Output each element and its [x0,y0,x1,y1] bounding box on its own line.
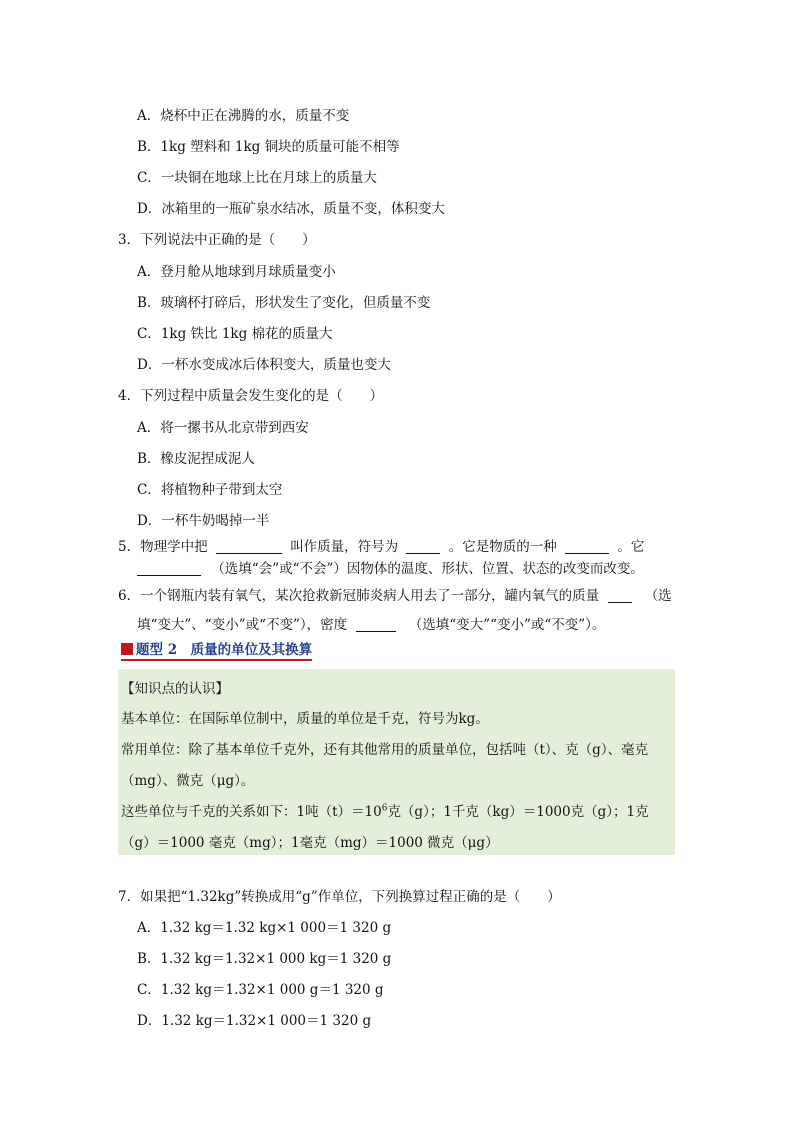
q3-option-d: D．一杯水变成冰后体积变大，质量也变大 [137,357,391,373]
knowledge-line-basic-unit: 基本单位：在国际单位制中，质量的单位是千克，符号为kg。 [121,711,489,727]
q2-option-c: C．一块铜在地球上比在月球上的质量大 [137,170,377,186]
q4-stem: 4．下列过程中质量会发生变化的是（ ） [118,388,384,404]
q6-line2 [137,613,605,633]
knowledge-relation-text-a: 这些单位与千克的关系如下：1吨（t）＝10 [121,804,382,820]
q3-option-b: B．玻璃杯打碎后，形状发生了变化，但质量不变 [137,295,431,311]
knowledge-exponent: 6 [381,803,388,814]
knowledge-line-common-units: 常用单位：除了基本单位千克外，还有其他常用的质量单位，包括吨（t）、克（g）、毫克 [121,742,649,758]
q2-option-d: D．冰箱里的一瓶矿泉水结冰，质量不变，体积变大 [137,201,445,217]
q2-option-b: B．1kg 塑料和 1kg 铜块的质量可能不相等 [137,139,400,155]
knowledge-box [118,669,675,855]
q5-text-2: 叫作质量，符号为 [290,539,399,555]
knowledge-line-common-units-cont: （mg）、微克（μg）。 [121,773,255,789]
q4-option-d: D．一杯牛奶喝掉一半 [137,513,270,529]
section-marker-icon [121,643,133,655]
q7-option-a: A．1.32 kg＝1.32 kg×1 000＝1 320 g [137,920,392,936]
section-title: 题型 2 质量的单位及其换算 [136,642,313,658]
q6-text-2: （选 [644,588,672,604]
q7-option-b: B．1.32 kg＝1.32×1 000 kg＝1 320 g [137,951,392,967]
q5-blank-symbol[interactable] [406,539,440,554]
q5-line1 [118,535,644,555]
q4-option-b: B．橡皮泥捏成泥人 [137,451,255,467]
q3-option-a: A．登月舱从地球到月球质量变小 [137,264,336,280]
q4-option-a: A．将一摞书从北京带到西安 [137,420,309,436]
knowledge-title: 【知识点的认识】 [121,681,229,697]
q6-blank-density[interactable] [356,617,396,632]
q6-blank-mass[interactable] [608,588,632,603]
section-heading [121,638,312,661]
q7-stem: 7．如果把“1.32kg”转换成用“g”作单位，下列换算过程正确的是（ ） [118,889,561,905]
q3-option-c: C．1kg 铁比 1kg 棉花的质量大 [137,326,333,342]
q5-blank-property[interactable] [565,539,609,554]
q5-blank-change[interactable] [137,561,201,576]
q5-text-5: （选填“会”或“不会”）因物体的温度、形状、位置、状态的改变而改变。 [211,561,644,577]
knowledge-line-relations-cont: （g）＝1000 毫克（mg）；1毫克（mg）＝1000 微克（μg） [121,835,499,851]
q7-option-c: C．1.32 kg＝1.32×1 000 g＝1 320 g [137,982,384,998]
q6-text-3: 填“变大”、“变小”或“不变”），密度 [137,617,348,633]
q5-line2 [137,557,644,577]
q5-text-4: 。它 [617,539,645,555]
q4-option-c: C．将植物种子带到太空 [137,482,283,498]
q6-line1 [118,584,672,604]
q6-text-4: （选填“变大”“变小”或“不变”）。 [408,617,606,633]
q6-text-1: 6．一个钢瓶内装有氧气，某次抢救新冠肺炎病人用去了一部分，罐内氧气的质量 [118,588,600,604]
q5-text-3: 。它是物质的一种 [448,539,557,555]
q2-option-a: A．烧杯中正在沸腾的水，质量不变 [137,108,350,124]
q5-blank-definition[interactable] [216,539,282,554]
q3-stem: 3．下列说法中正确的是（ ） [118,232,316,248]
q5-text-1: 5．物理学中把 [118,539,208,555]
knowledge-relation-text-b: 克（g）；1千克（kg）＝1000克（g）；1克 [387,804,649,820]
q7-option-d: D．1.32 kg＝1.32×1 000＝1 320 g [137,1013,372,1029]
knowledge-line-relations [121,800,649,820]
